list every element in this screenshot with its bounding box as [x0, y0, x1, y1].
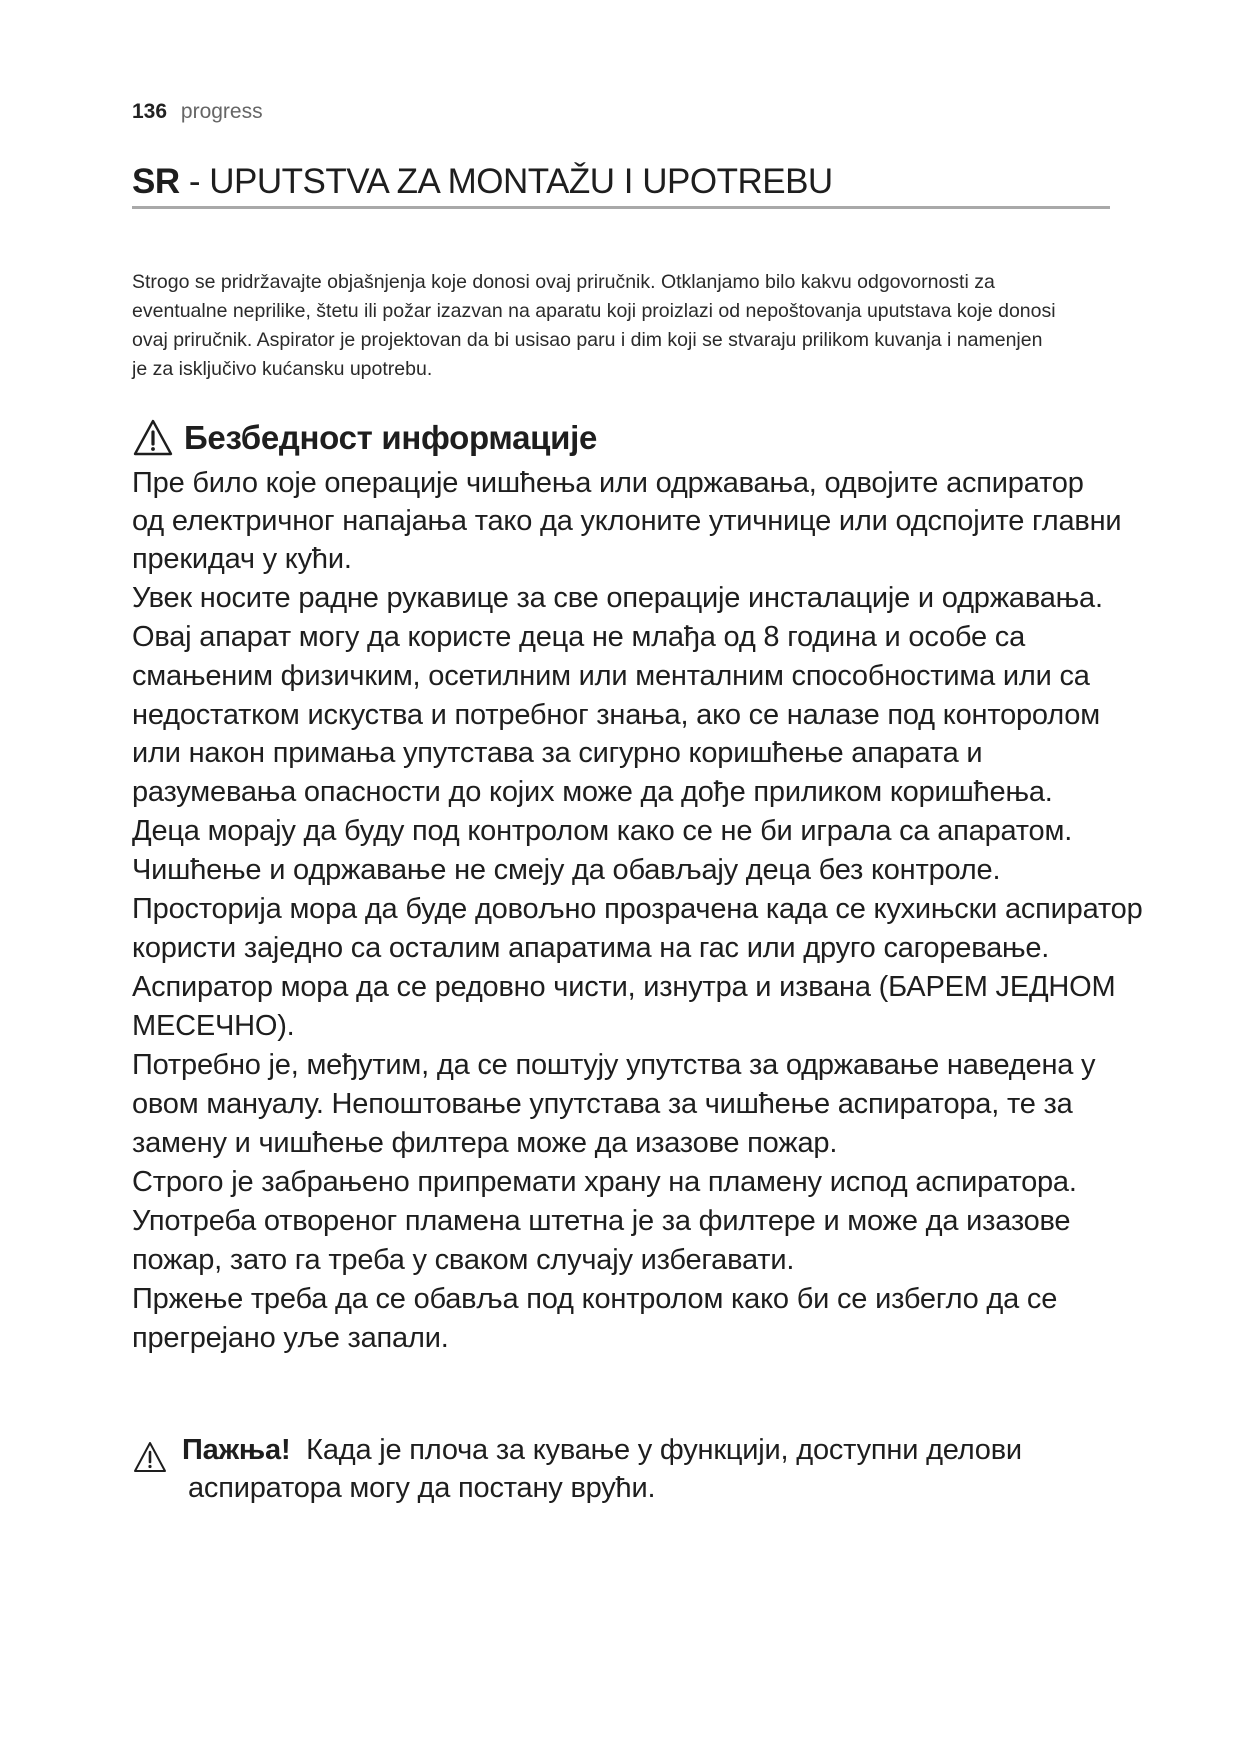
- title-text: - UPUTSTVA ZA MONTAŽU I UPOTREBU: [179, 162, 833, 201]
- page-number: 136: [132, 100, 168, 123]
- safety-line: Аспиратор мора да се редовно чисти, изнутра и извана (БАРЕМ ЈЕДНОМ: [132, 971, 1116, 1003]
- safety-line: Чишћење и одржавање не смеју да обављају деца без контроле.: [132, 854, 1001, 886]
- intro-line: eventualne neprilike, štetu ili požar izazvan na aparatu koji proizlazi od nepoštovanja uputstava koje donosi: [132, 300, 1056, 322]
- intro-line: Strogo se pridržavajte objašnjenja koje donosi ovaj priručnik. Otklanjamo bilo kakvu odgovornosti za: [132, 271, 995, 293]
- safety-line: Пре било које операције чишћења или одржавања, одвојите аспиратор: [132, 467, 1084, 499]
- safety-line: прекидач у кући.: [132, 543, 352, 575]
- safety-line: Просторија мора да буде довољно прозрачена када се кухињски аспиратор: [132, 893, 1143, 925]
- safety-line: или након примања упутстава за сигурно коришћење апарата и: [132, 737, 983, 769]
- warning-label: Пажња!: [182, 1434, 291, 1466]
- warning-triangle-icon: [132, 1440, 168, 1474]
- intro-paragraph: [132, 268, 1122, 384]
- safety-heading: Безбедност информације: [184, 419, 598, 456]
- safety-line: од електричног напајања тако да уклоните утичнице или одспојите главни: [132, 505, 1122, 537]
- language-code: SR: [132, 162, 180, 201]
- warning-line-1: [182, 1432, 1022, 1468]
- safety-line: пожар, зато га треба у сваком случају избегавати.: [132, 1244, 795, 1276]
- safety-line: прегрејано уље запали.: [132, 1322, 449, 1354]
- safety-line: Потребно је, међутим, да се поштују упутства за одржавање наведена у: [132, 1049, 1096, 1081]
- page-title: [132, 162, 1110, 209]
- brand-name: progress: [180, 100, 263, 123]
- intro-line: je za isključivo kućansku upotrebu.: [132, 358, 433, 380]
- safety-line: Пржење треба да се обавља под контролом како би се избегло да се: [132, 1283, 1058, 1315]
- safety-line: Овај апарат могу да користе деца не млађа од 8 година и особе са: [132, 621, 1025, 653]
- safety-line: овом мануалу. Непоштовање упутстава за чишћење аспиратора, те за: [132, 1088, 1073, 1120]
- safety-line: користи заједно са осталим апаратима на гас или друго сагоревање.: [132, 932, 1050, 964]
- safety-line: смањеним физичким, осетилним или менталним способностима или са: [132, 660, 1090, 692]
- safety-line: Увек носите радне рукавице за све операције инсталације и одржавања.: [132, 582, 1103, 614]
- safety-line: МЕСЕЧНО).: [132, 1010, 295, 1042]
- safety-line: Деца морају да буду под контролом како се не би играла са апаратом.: [132, 815, 1073, 847]
- safety-line: разумевања опасности до којих може да дође приликом коришћења.: [132, 776, 1053, 808]
- page-header: [132, 100, 263, 124]
- warning-text: Када је плоча за кување у функцији, доступни делови: [306, 1434, 1022, 1466]
- safety-line: Употреба отвореног пламена штетна је за филтере и може да изазове: [132, 1205, 1071, 1237]
- warning-line-2: аспиратора могу да постану врући.: [188, 1472, 656, 1504]
- safety-line: Строго је забрањено припремати храну на пламену испод аспиратора.: [132, 1166, 1077, 1198]
- warning-triangle-icon: [132, 418, 174, 458]
- safety-line: замену и чишћење филтера може да изазове пожар.: [132, 1127, 838, 1159]
- safety-line: недостатком искуства и потребног знања, ако се налазе под конторолом: [132, 699, 1100, 731]
- intro-line: ovaj priručnik. Aspirator je projektovan da bi usisao paru i dim koji se stvaraju prilikom kuvanja i namenjen: [132, 329, 1043, 351]
- safety-section-heading: [132, 418, 597, 458]
